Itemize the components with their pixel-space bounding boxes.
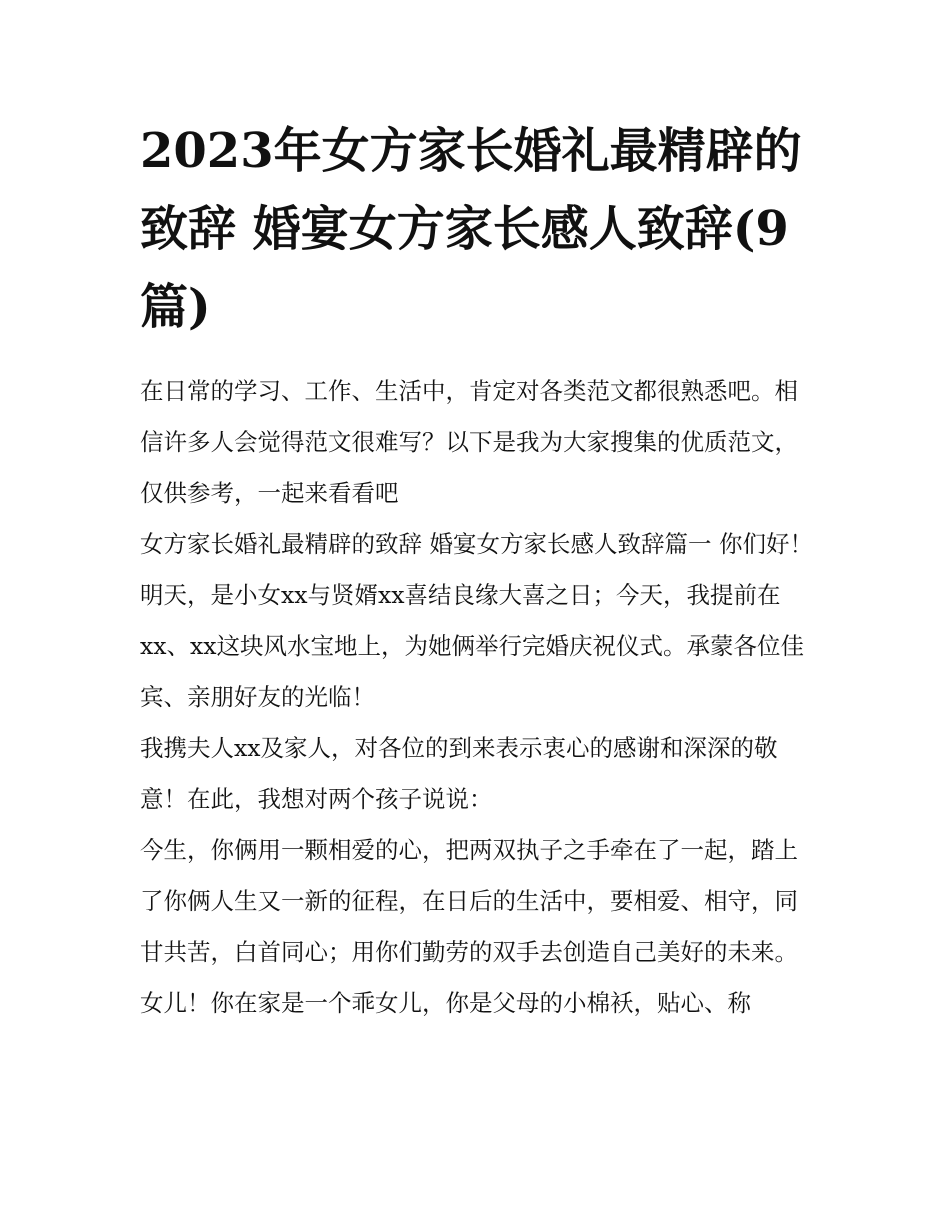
document-title: 2023年女方家长婚礼最精辟的致辞 婚宴女方家长感人致辞(9篇) [140,123,802,335]
document-body [140,112,820,1029]
paragraph-intro: 在日常的学习、工作、生活中，肯定对各类范文都很熟悉吧。相信许多人会觉得范文很难写？以下是我为大家搜集的优质范文，仅供参考，一起来看看吧 [140,377,798,507]
paragraph-section-heading: 女方家长婚礼最精辟的致辞 婚宴女方家长感人致辞篇一 你们好！ [140,530,813,558]
paragraph-advice: 今生，你俩用一颗相爱的心，把两双执子之手牵在了一起，踏上了你俩人生又一新的征程，在日后的生活中，要相爱、相守，同甘共苦，白首同心；用你们勤劳的双手去创造自己美好的未来。 [140,836,798,966]
paragraph-wedding-day: 明天，是小女xx与贤婿xx喜结良缘大喜之日；今天，我提前在xx、xx这块风水宝地上，为她俩举行完婚庆祝仪式。承蒙各位佳宾、亲朋好友的光临！ [140,581,805,711]
paragraph-thanks: 我携夫人xx及家人，对各位的到来表示衷心的感谢和深深的敬意！在此，我想对两个孩子说说： [140,734,778,813]
paragraph-daughter: 女儿！你在家是一个乖女儿，你是父母的小棉袄，贴心、称 [140,989,751,1017]
